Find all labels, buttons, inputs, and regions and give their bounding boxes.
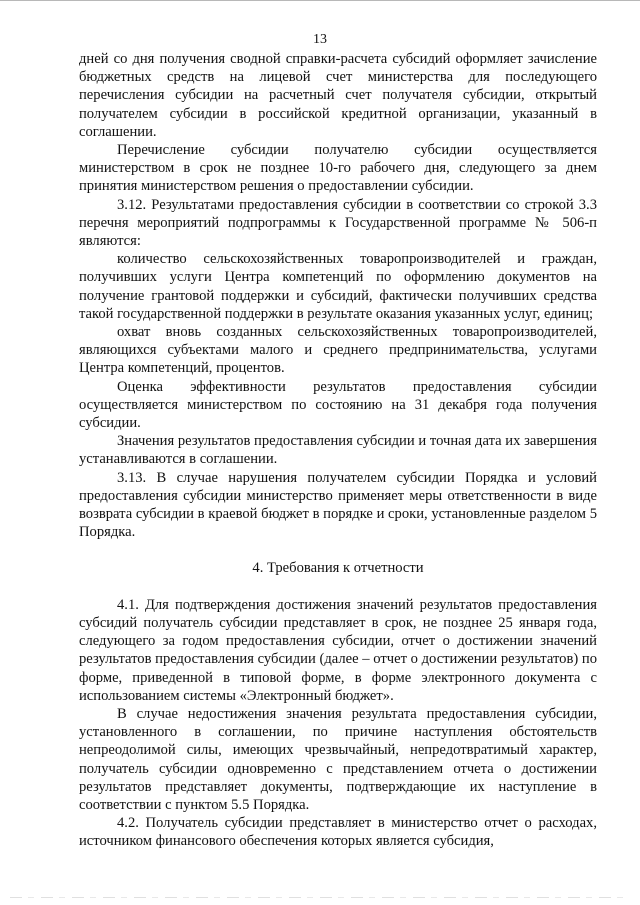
paragraph-result-count: количество сельскохозяйственных товаропроизводителей и граждан, получивших услуги Центра компетенций по оформлению документов на получение грантовой поддержки и субсидий, фактически получивших средства такой государственной поддержки в результате оказания указанных услуг, единиц;: [79, 251, 597, 322]
paragraph-result-coverage: охват вновь созданных сельскохозяйственных товаропроизводителей, являющихся субъектами малого и среднего предпринимательства, услугами Центра компетенций, процентов.: [79, 324, 597, 377]
paragraph-4-1: 4.1. Для подтверждения достижения значений результатов предоставления субсидий получатель субсидии представляет в срок, не позднее 25 января года, следующего за годом предоставления субсидии, отчет о достижении значений результатов предоставления субсидии (далее – отчет о достижении результатов) по форме, приведенной в типовой форме, в форме электронного документа с использованием системы «Электронный бюджет».: [79, 596, 597, 704]
paragraph-result-values: Значения результатов предоставления субсидии и точная дата их завершения устанавливаются в соглашении.: [79, 433, 597, 468]
document-body: [79, 50, 597, 851]
paragraph-efficiency-evaluation: Оценка эффективности результатов предоставления субсидии осуществляется министерством по состоянию на 31 декабря года получения субсидии.: [79, 378, 597, 432]
paragraph-continuation: дней со дня получения сводной справки-расчета субсидий оформляет зачисление бюджетных средств на лицевой счет министерства для последующего перечисления субсидии на расчетный счет получателя субсидии, открытый получателем субсидии в российской кредитной организации, указанный в соглашении.: [79, 51, 597, 140]
paragraph-3-13: 3.13. В случае нарушения получателем субсидии Порядка и условий предоставления субсидии министерство применяет меры ответственности в виде возврата субсидии в краевой бюджет в порядке и сроки, установленные разделом 5 Порядка.: [79, 469, 597, 541]
page-number: 13: [313, 32, 327, 47]
paragraph-force-majeure: В случае недостижения значения результата предоставления субсидии, установленного в соглашении, по причине наступления обстоятельств непреодолимой силы, имеющих чрезвычайный, непредотвратимый характер, получатель субсидии одновременно с представлением отчета о достижении результатов представляет документы, подтверждающие их наступление в соответствии с пунктом 5.5 Порядка.: [79, 705, 597, 813]
section-title: 4. Требования к отчетности: [252, 560, 424, 577]
paragraph-3-12: 3.12. Результатами предоставления субсидии в соответствии со строкой 3.3 перечня мероприятий подпрограммы к Государственной программе № 506-п являются:: [79, 196, 597, 250]
top-border-line: [0, 0, 640, 1]
scan-bottom-artifacts: [10, 897, 630, 898]
paragraph-4-2: 4.2. Получатель субсидии представляет в министерство отчет о расходах, источником финансового обеспечения которых является субсидия,: [79, 815, 597, 850]
paragraph-transfer-deadline: Перечисление субсидии получателю субсидии осуществляется министерством в срок не позднее 10-го рабочего дня, следующего за днем принятия министерством решения о предоставлении субсидии.: [79, 142, 597, 195]
